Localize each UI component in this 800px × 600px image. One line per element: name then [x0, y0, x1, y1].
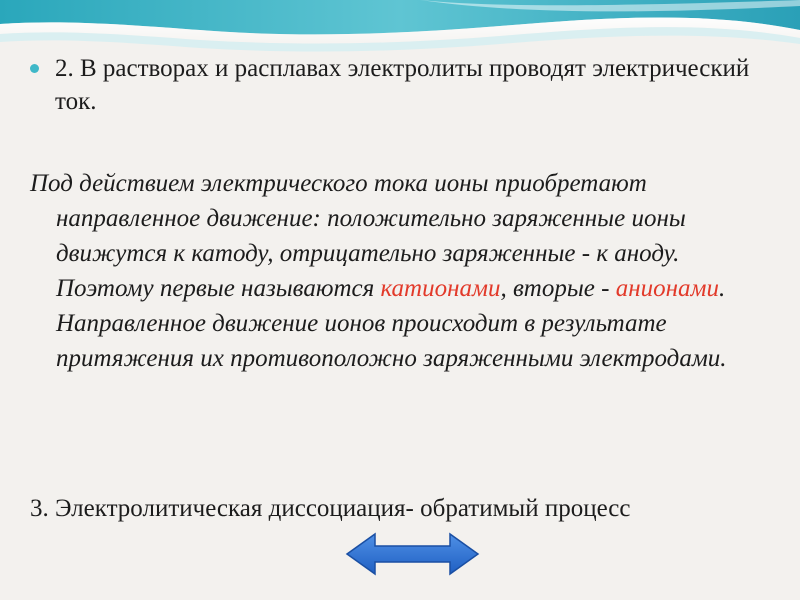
teal-dot-icon	[30, 64, 39, 73]
term-cations: катионами	[380, 275, 501, 302]
ion-movement-text	[30, 166, 770, 376]
point-3-text: 3. Электролитическая диссоциация- обратимый процесс	[30, 495, 631, 522]
double-headed-arrow-icon	[345, 530, 480, 578]
paragraph-part-2: , вторые -	[500, 275, 616, 302]
term-anions: анионами	[615, 275, 719, 302]
paragraph-part-3: . Направленное движение ионов происходит в результате притяжения их противоположно заряженными электродами.	[56, 275, 727, 372]
point-2-text: 2. В растворах и расплавах электролиты проводят электрический ток.	[55, 55, 750, 115]
paragraph-part-1: Под действием электрического тока ионы приобретают направленное движение: положительно заряженные ионы движутся к катоду, отрицательно заряженные - к аноду. Поэтому первые называются	[30, 170, 686, 302]
ion-movement-paragraph	[30, 166, 770, 376]
